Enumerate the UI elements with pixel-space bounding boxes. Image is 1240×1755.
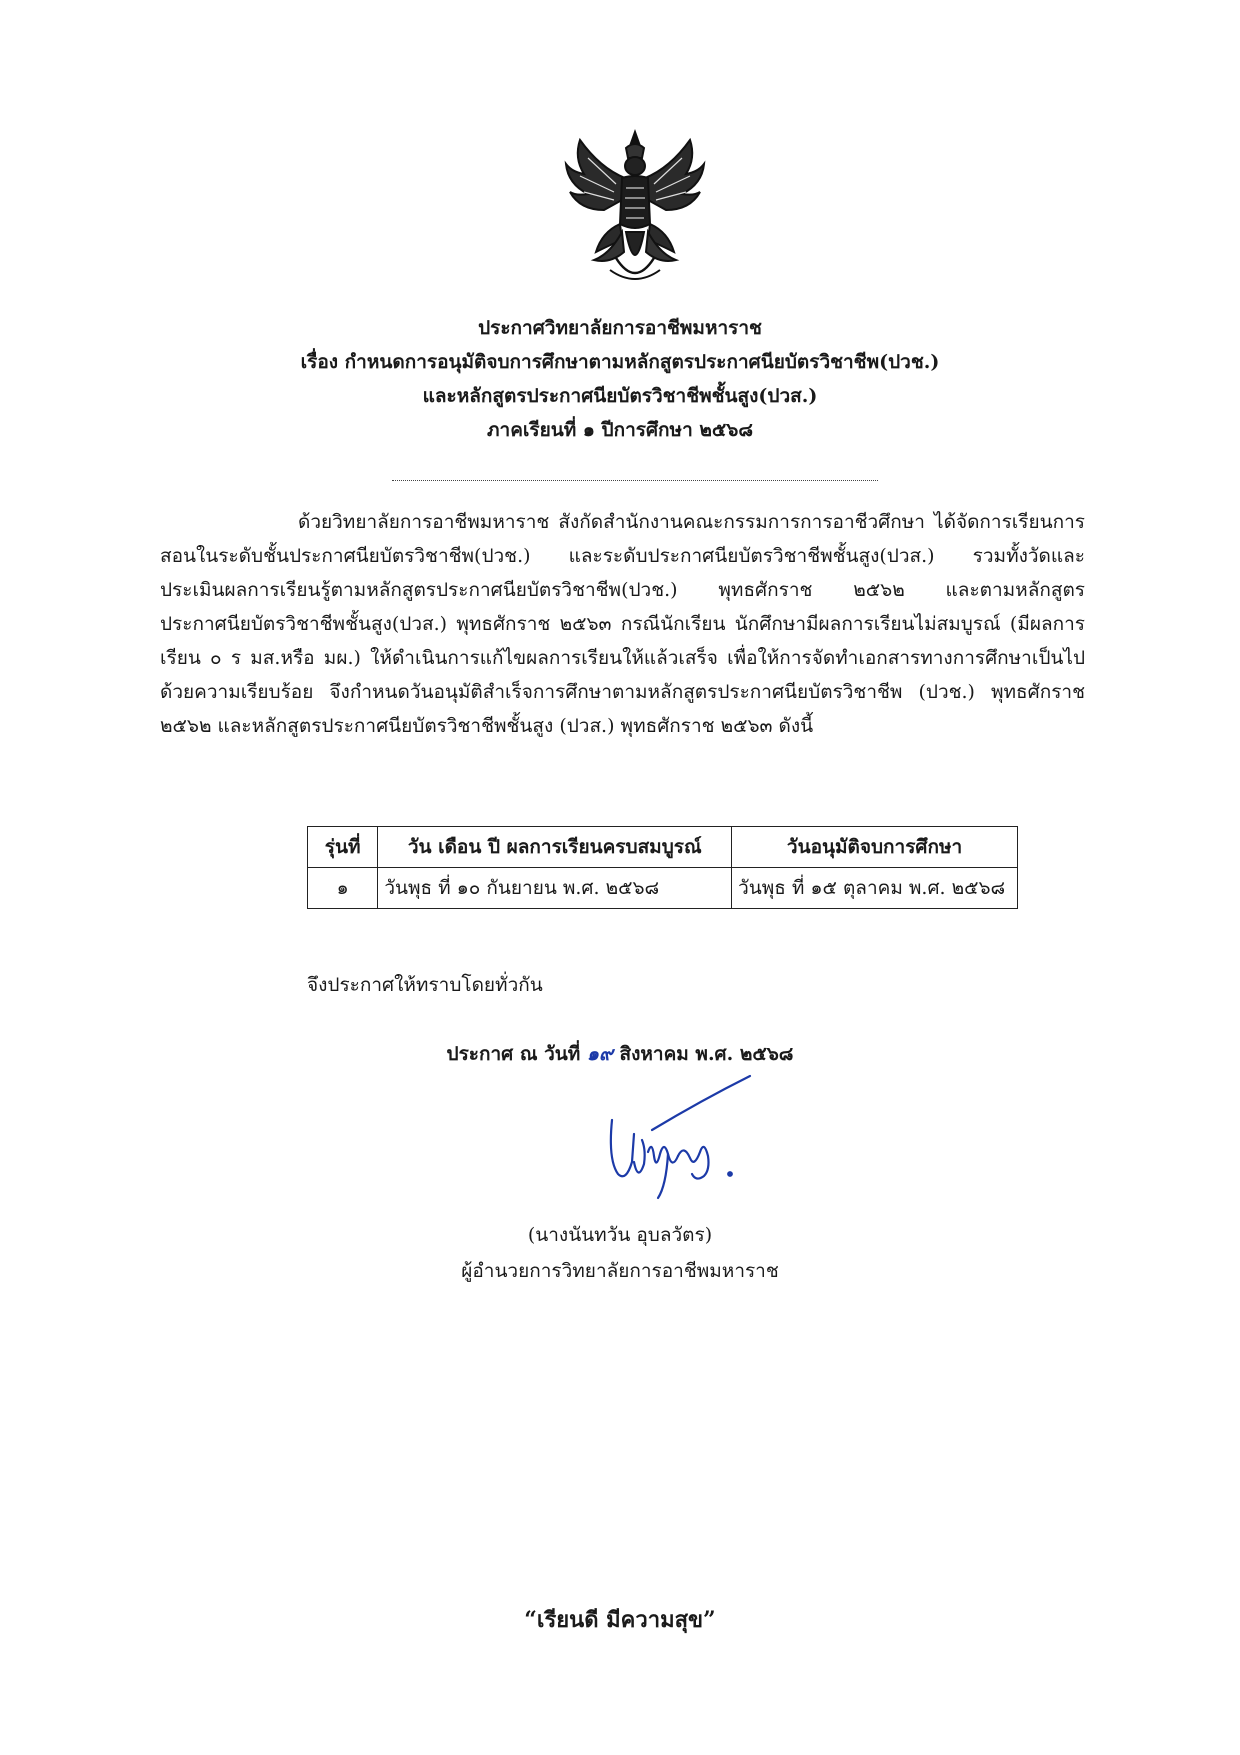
body-paragraph-text: ด้วยวิทยาลัยการอาชีพมหาราช สังกัดสำนักงานคณะกรรมการการอาชีวศึกษา ได้จัดการเรียนการสอนในระดับชั้นประกาศนียบัตรวิชาชีพ(ปวช.) และระดับประกาศนียบัตรวิชาชีพชั้นสูง(ปวส.) รวมทั้งวัดและประเมินผลการเรียนรู้ตามหลักสูตรประกาศนียบัตรวิชาชีพ(ปวช.) พุทธศักราช ๒๕๖๒ และตามหลักสูตรประกาศนียบัตรวิชาชีพชั้นสูง(ปวส.) พุทธศักราช ๒๕๖๓ กรณีนักเรียน นักศึกษามีผลการเรียนไม่สมบูรณ์ (มีผลการเรียน ๐ ร มส.หรือ มผ.) ให้ดำเนินการแก้ไขผลการเรียนให้แล้วเสร็จ เพื่อให้การจัดทำเอกสารทางการศึกษาเป็นไปด้วยความเรียบร้อย จึงกำหนดวันอนุมัติสำเร็จการศึกษาตามหลักสูตรประกาศนียบัตรวิชาชีพ (ปวช.) พุทธศักราช ๒๕๖๒ และหลักสูตรประกาศนียบัตรวิชาชีพชั้นสูง (ปวส.) พุทธศักราช ๒๕๖๓ ดังนี้ bbox=[160, 511, 1085, 737]
announcement-date bbox=[0, 1037, 1240, 1071]
subject-line: เรื่อง กำหนดการอนุมัติจบการศึกษาตามหลักสูตรประกาศนียบัตรวิชาชีพ(ปวช.) bbox=[300, 351, 940, 373]
dotted-divider bbox=[392, 480, 878, 481]
body-paragraph bbox=[160, 505, 1085, 743]
cell-complete-date: วันพุธ ที่ ๑๐ กันยายน พ.ศ. ๒๕๖๘ bbox=[378, 868, 732, 909]
handwritten-signature-icon bbox=[592, 1070, 767, 1210]
announcement-heading: ประกาศวิทยาลัยการอาชีพมหาราช bbox=[478, 317, 762, 339]
date-prefix: ประกาศ ณ วันที่ bbox=[446, 1043, 581, 1065]
graduation-schedule-table bbox=[307, 826, 1018, 909]
date-suffix: สิงหาคม พ.ศ. ๒๕๖๘ bbox=[619, 1043, 794, 1065]
column-header-approval-date: วันอนุมัติจบการศึกษา bbox=[732, 827, 1018, 868]
column-header-cohort: รุ่นที่ bbox=[308, 827, 378, 868]
cell-cohort: ๑ bbox=[308, 868, 378, 909]
cell-approval-date: วันพุธ ที่ ๑๕ ตุลาคม พ.ศ. ๒๕๖๘ bbox=[732, 868, 1018, 909]
signer-title: ผู้อำนวยการวิทยาลัยการอาชีพมหาราช bbox=[461, 1260, 779, 1282]
date-day-handwritten: ๑๙ bbox=[586, 1043, 613, 1065]
semester-line: ภาคเรียนที่ ๑ ปีการศึกษา ๒๕๖๘ bbox=[487, 419, 753, 441]
signer-name: (นางนันทวัน อุบลวัตร) bbox=[527, 1224, 713, 1246]
closing-statement: จึงประกาศให้ทราบโดยทั่วกัน bbox=[307, 974, 543, 996]
column-header-complete-date: วัน เดือน ปี ผลการเรียนครบสมบูรณ์ bbox=[378, 827, 732, 868]
table-header-row bbox=[308, 827, 1018, 868]
garuda-emblem-icon bbox=[560, 128, 710, 290]
college-motto: “เรียนดี มีความสุข” bbox=[524, 1607, 716, 1633]
subject-line-continued: และหลักสูตรประกาศนียบัตรวิชาชีพชั้นสูง(ปวส.) bbox=[422, 385, 818, 407]
table-row bbox=[308, 868, 1018, 909]
